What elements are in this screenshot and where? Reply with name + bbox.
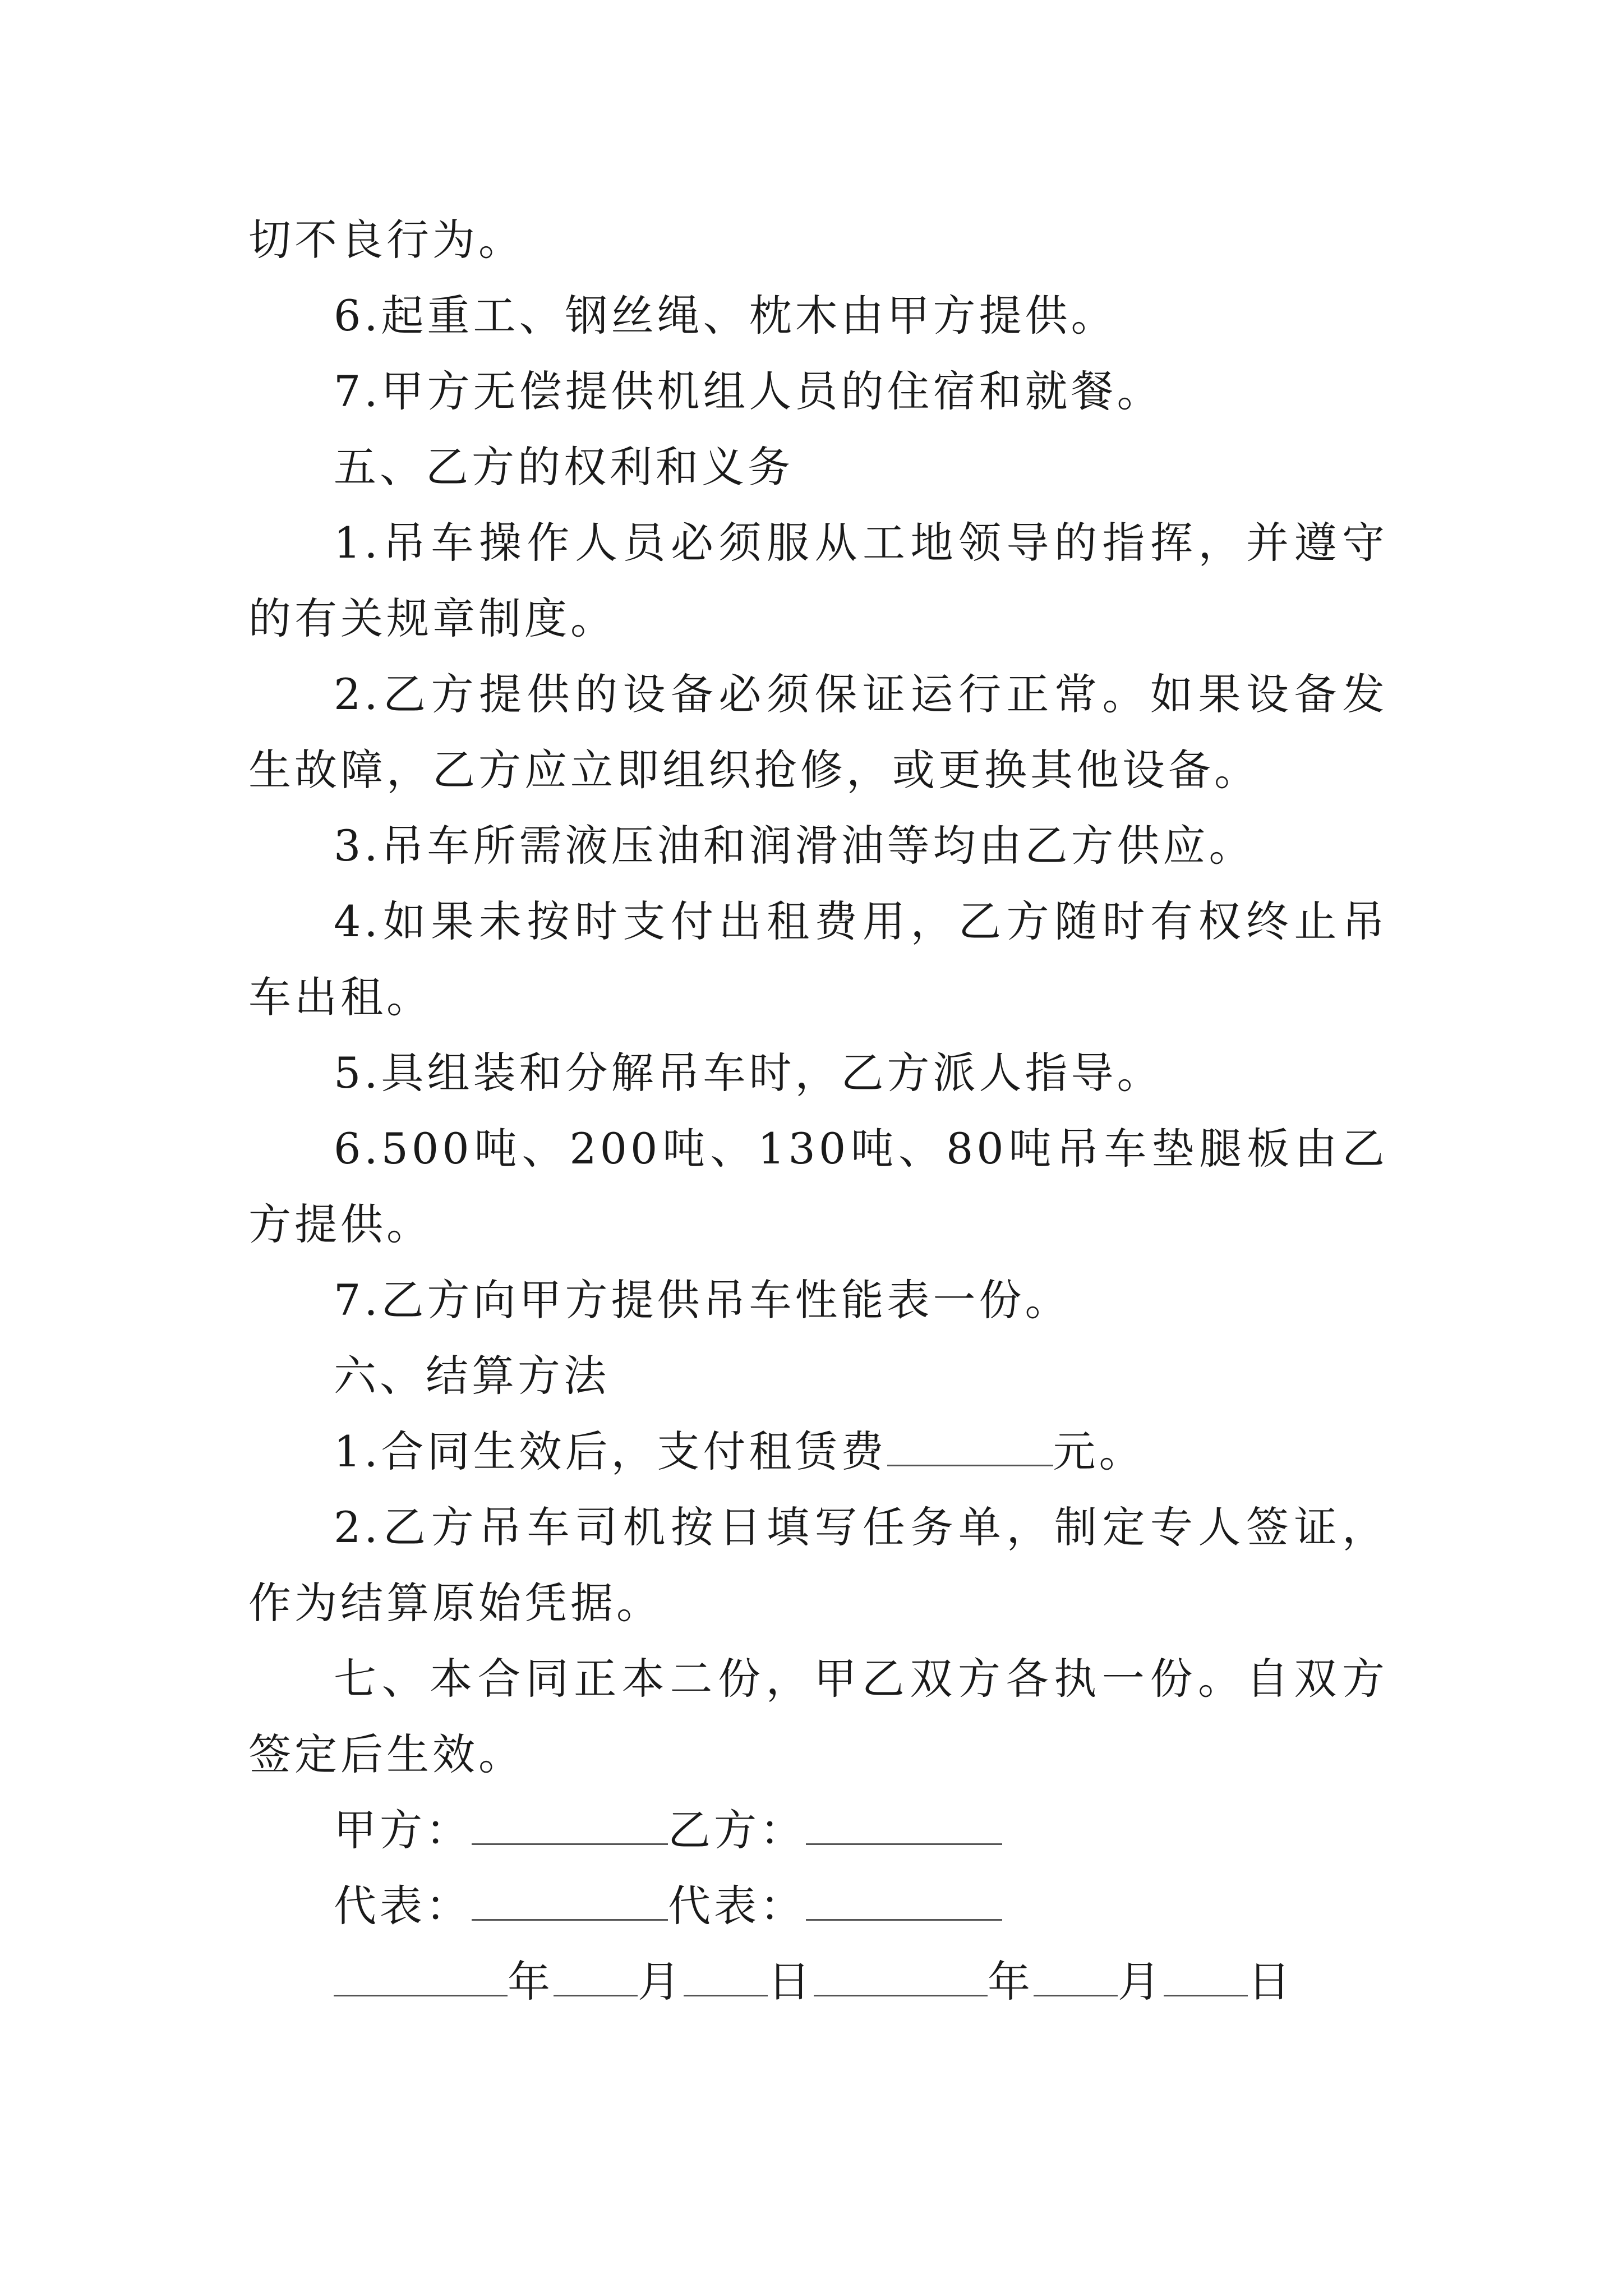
clause-5-2: 2.乙方提供的设备必须保证运行正常。如果设备发生故障，乙方应立即组织抢修，或更换其他设备。 bbox=[248, 669, 1388, 795]
rep-a-blank[interactable] bbox=[472, 1879, 668, 1921]
section-heading-6: 六、结算方法 bbox=[334, 1351, 610, 1401]
date-b-year-blank[interactable] bbox=[814, 1954, 988, 1996]
party-b-label: 乙方： bbox=[668, 1805, 806, 1855]
clause-5-6: 6.500吨、200吨、130吨、80吨吊车垫腿板由乙方提供。 bbox=[248, 1124, 1388, 1249]
date-b-day-label: 日 bbox=[1248, 1957, 1294, 2007]
clause-5-1: 1.吊车操作人员必须服从工地领导的指挥，并遵守的有关规章制度。 bbox=[248, 518, 1388, 643]
clause-4-6: 6.起重工、钢丝绳、枕木由甲方提供。 bbox=[334, 291, 1117, 341]
clause-6-2: 2.乙方吊车司机按日填写任务单，制定专人签证，作为结算原始凭据。 bbox=[248, 1502, 1388, 1628]
clause-5-7: 7.乙方向甲方提供吊车性能表一份。 bbox=[334, 1275, 1071, 1325]
date-b-day-blank[interactable] bbox=[1164, 1954, 1248, 1996]
paragraph-continuation: 切不良行为。 bbox=[248, 215, 524, 265]
rep-b-blank[interactable] bbox=[806, 1879, 1002, 1921]
party-a-label: 甲方： bbox=[334, 1805, 472, 1855]
payment-suffix: 元。 bbox=[1053, 1427, 1145, 1476]
date-a-month-label: 月 bbox=[638, 1957, 684, 2007]
date-a-month-blank[interactable] bbox=[554, 1954, 638, 1996]
clause-5-3: 3.吊车所需液压油和润滑油等均由乙方供应。 bbox=[334, 821, 1255, 871]
clause-6-1 bbox=[248, 1414, 1388, 1489]
signature-representatives-line bbox=[248, 1868, 1388, 1944]
signature-parties-line bbox=[248, 1792, 1388, 1868]
date-b-month-label: 月 bbox=[1118, 1957, 1164, 2007]
date-b-month-blank[interactable] bbox=[1034, 1954, 1118, 1996]
section-heading-5: 五、乙方的权利和义务 bbox=[334, 442, 794, 492]
clause-4-7: 7.甲方无偿提供机组人员的住宿和就餐。 bbox=[334, 366, 1163, 416]
contract-body bbox=[248, 202, 1388, 2019]
rep-b-label: 代表： bbox=[668, 1881, 806, 1931]
party-b-blank[interactable] bbox=[806, 1803, 1002, 1845]
date-a-day-blank[interactable] bbox=[684, 1954, 768, 1996]
payment-amount-blank[interactable] bbox=[887, 1424, 1053, 1466]
rep-a-label: 代表： bbox=[334, 1881, 472, 1931]
clause-5-4: 4.如果未按时支付出租费用，乙方随时有权终止吊车出租。 bbox=[248, 896, 1388, 1022]
date-a-day-label: 日 bbox=[768, 1957, 814, 2007]
date-b-year-label: 年 bbox=[988, 1957, 1034, 2007]
payment-prefix: 1.合同生效后，支付租赁费 bbox=[334, 1427, 887, 1476]
section-7: 七、本合同正本二份，甲乙双方各执一份。自双方签定后生效。 bbox=[248, 1654, 1388, 1779]
date-a-year-blank[interactable] bbox=[334, 1954, 508, 1996]
clause-5-5: 5.具组装和分解吊车时，乙方派人指导。 bbox=[334, 1048, 1163, 1098]
party-a-blank[interactable] bbox=[472, 1803, 668, 1845]
date-a-year-label: 年 bbox=[508, 1957, 554, 2007]
signature-dates-line bbox=[248, 1944, 1388, 2019]
